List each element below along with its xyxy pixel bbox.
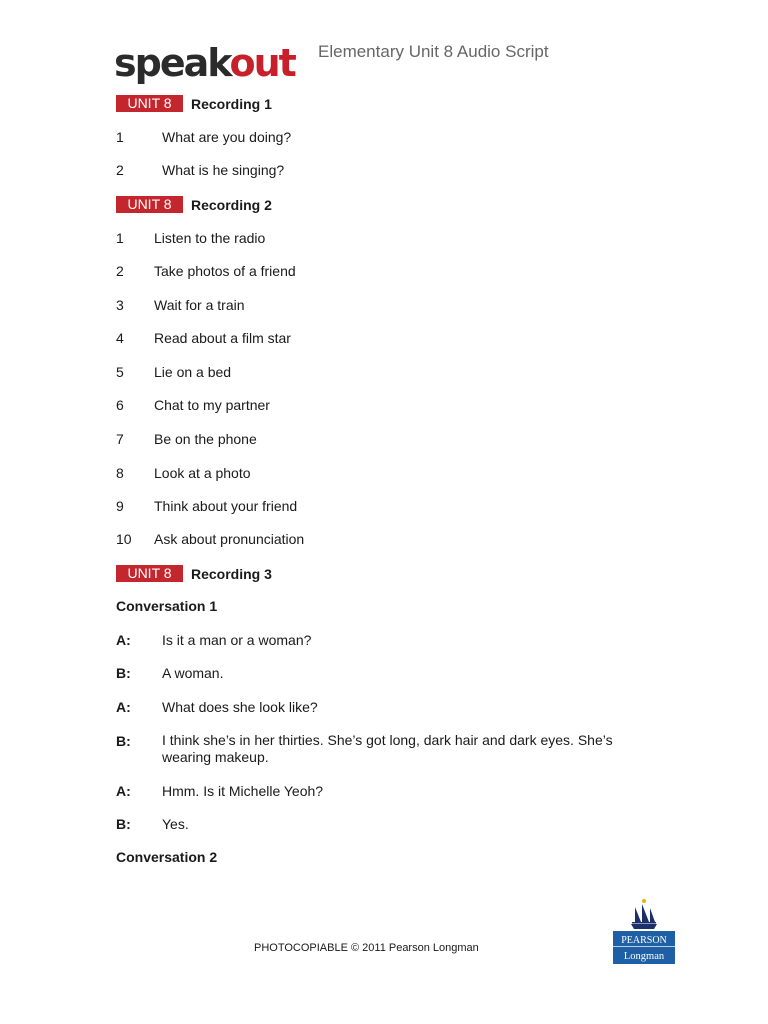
document-title: Elementary Unit 8 Audio Script xyxy=(318,42,549,61)
line-text: What does she look like? xyxy=(162,699,318,715)
line-text: A woman. xyxy=(162,665,224,681)
unit-badge: UNIT 8 xyxy=(116,196,183,213)
item-number: 2 xyxy=(116,263,124,279)
item-text: Ask about pronunciation xyxy=(154,531,305,547)
item-text: Be on the phone xyxy=(154,431,257,447)
item-number: 1 xyxy=(116,129,124,145)
speaker-label: A: xyxy=(116,783,131,799)
item-text: Wait for a train xyxy=(154,297,245,313)
item-number: 5 xyxy=(116,364,124,380)
line-text: Yes. xyxy=(162,816,189,832)
item-text: Take photos of a friend xyxy=(154,263,296,279)
ship-icon xyxy=(631,899,657,929)
item-text: Listen to the radio xyxy=(154,230,266,246)
recording-2-heading xyxy=(116,196,272,213)
longman-wordmark: Longman xyxy=(623,951,665,962)
item-number: 4 xyxy=(116,330,124,346)
item-number: 6 xyxy=(116,397,124,413)
line-text: I think she’s in her thirties. She’s got long, dark hair and dark eyes. She’s wearing makeup. xyxy=(162,732,613,765)
conversation-2-title: Conversation 2 xyxy=(116,849,218,865)
speaker-label: B: xyxy=(116,816,131,832)
unit-badge: UNIT 8 xyxy=(116,565,183,582)
item-number: 2 xyxy=(116,162,124,178)
line-text: Hmm. Is it Michelle Yeoh? xyxy=(162,783,324,799)
recording-1-heading xyxy=(116,95,272,112)
item-text: Chat to my partner xyxy=(154,397,270,413)
item-number: 1 xyxy=(116,230,124,246)
item-number: 9 xyxy=(116,498,124,514)
item-number: 3 xyxy=(116,297,124,313)
speaker-label: A: xyxy=(116,632,131,648)
copyright-footer: PHOTOCOPIABLE © 2011 Pearson Longman xyxy=(254,942,479,954)
speaker-label: B: xyxy=(116,665,131,681)
recording-label: Recording 2 xyxy=(191,196,272,213)
speaker-label: B: xyxy=(116,733,131,749)
pearson-wordmark: PEARSON xyxy=(621,935,667,946)
item-text: Lie on a bed xyxy=(154,364,232,380)
speakout-logo xyxy=(114,41,295,85)
logo-speak: speak xyxy=(114,41,230,85)
recording-label: Recording 1 xyxy=(191,95,272,112)
logo-out: out xyxy=(229,41,295,85)
line-text: Is it a man or a woman? xyxy=(162,632,312,648)
pearson-longman-logo xyxy=(613,898,675,964)
unit-badge: UNIT 8 xyxy=(116,95,183,112)
speaker-label: A: xyxy=(116,699,131,715)
item-number: 8 xyxy=(116,465,124,481)
item-number: 7 xyxy=(116,431,124,447)
recording-3-heading xyxy=(116,565,272,582)
conversation-1-title: Conversation 1 xyxy=(116,598,218,614)
item-number: 10 xyxy=(116,531,132,547)
item-text: Read about a film star xyxy=(154,330,291,346)
recording-label: Recording 3 xyxy=(191,565,272,582)
item-text: Look at a photo xyxy=(154,465,251,481)
item-text: What is he singing? xyxy=(162,162,285,178)
item-text: Think about your friend xyxy=(154,498,298,514)
item-text: What are you doing? xyxy=(162,129,292,145)
